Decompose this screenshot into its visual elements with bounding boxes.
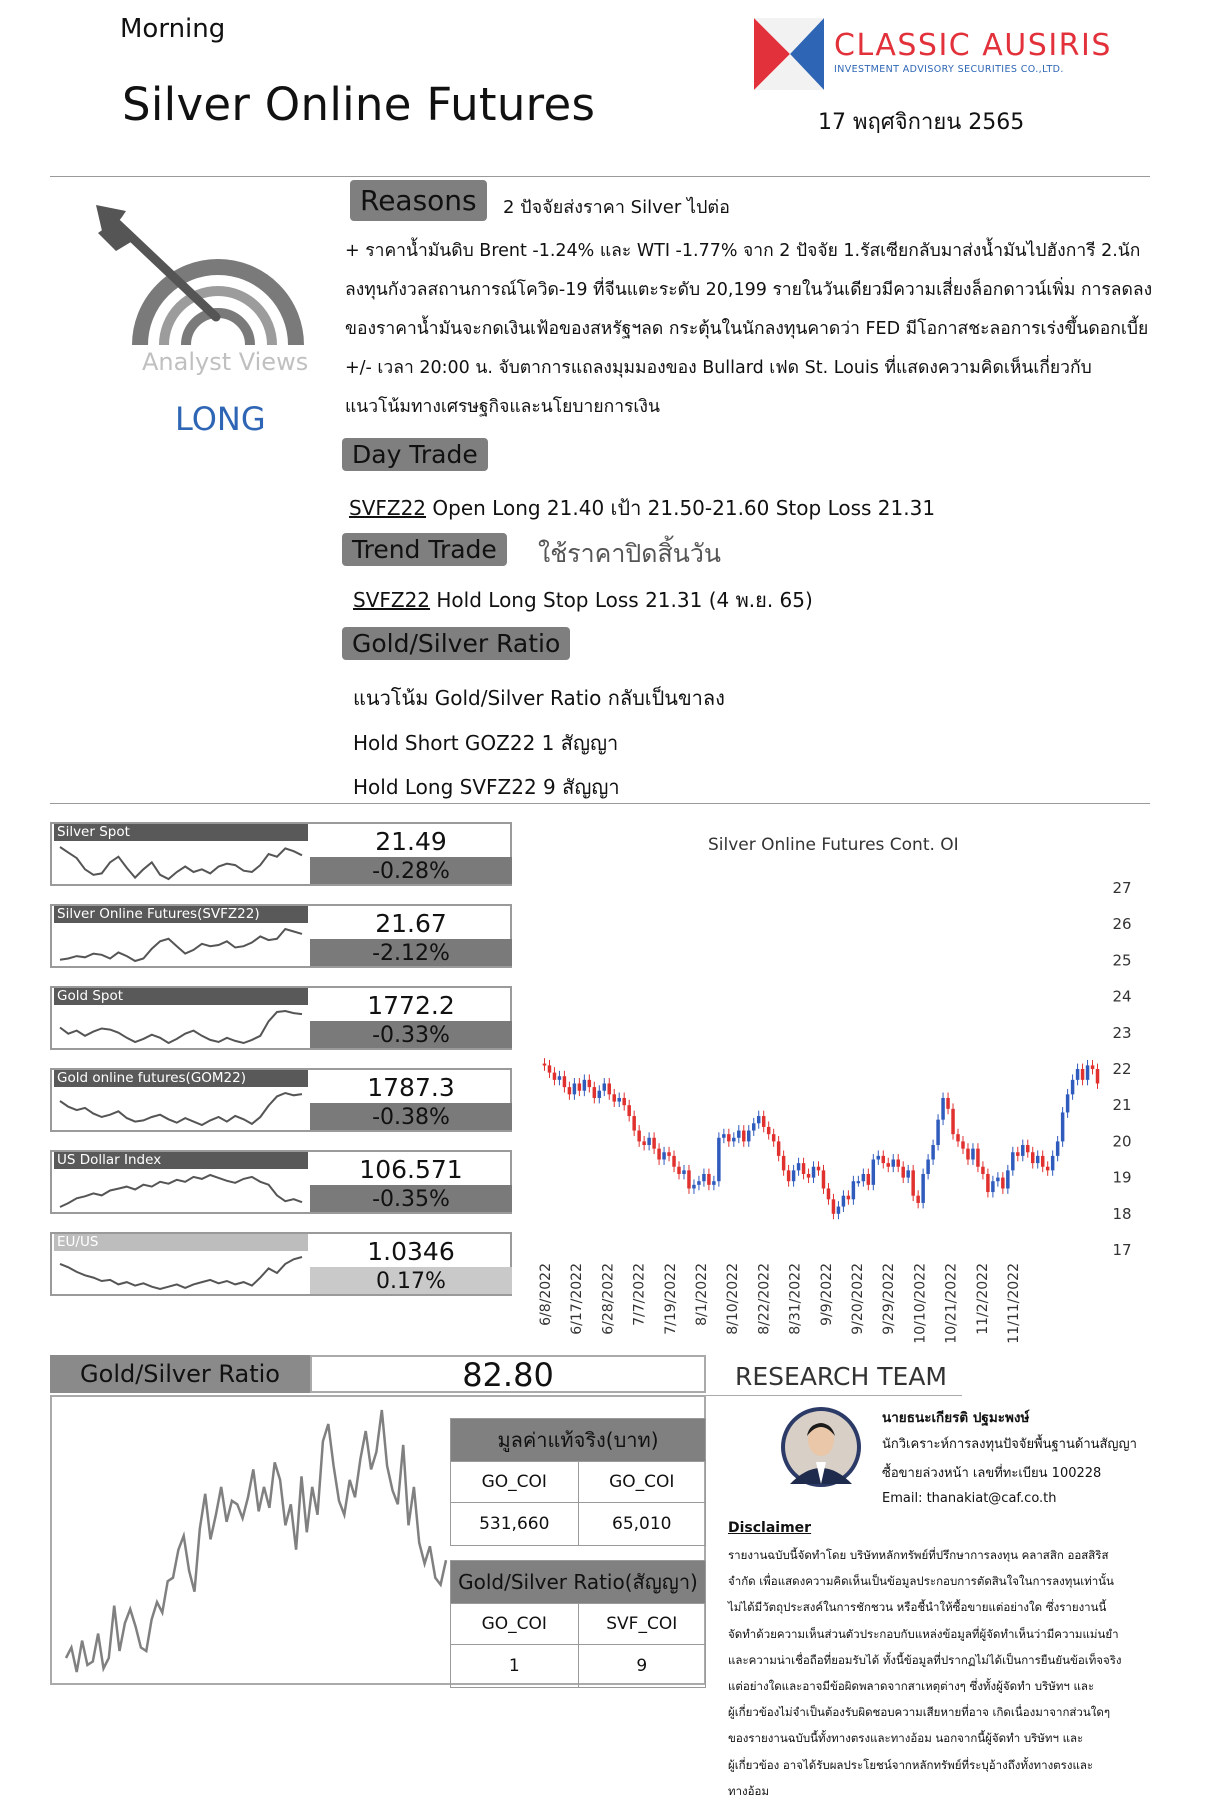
candle-down xyxy=(667,1152,670,1156)
x-tick-label: 9/9/2022 xyxy=(818,1263,835,1326)
candle-up xyxy=(1056,1141,1059,1155)
tile-change: -2.12% xyxy=(310,939,512,966)
tile-label: Gold Spot xyxy=(54,988,308,1005)
candle-down xyxy=(817,1167,820,1171)
candle-down xyxy=(563,1076,566,1087)
y-tick-label: 21 xyxy=(1112,1096,1132,1115)
candle-up xyxy=(852,1181,855,1199)
gs-ratio-note: Hold Long SVFZ22 9 สัญญา xyxy=(353,775,620,799)
candle-up xyxy=(906,1170,909,1177)
candle-down xyxy=(896,1160,899,1167)
tile-label: Gold online futures(GOM22) xyxy=(54,1070,308,1087)
candle-up xyxy=(996,1178,999,1182)
candle-down xyxy=(986,1174,989,1192)
reason-line: + ราคาน้ำมันดิบ Brent -1.24% และ WTI -1.77% จาก 2 ปัจจัย 1.รัสเซียกลับมาส่งน้ำมันไปฮังการี 2.นัก xyxy=(345,241,1141,261)
divider-top xyxy=(50,176,1150,177)
y-tick-label: 23 xyxy=(1112,1023,1132,1042)
candle-up xyxy=(747,1131,750,1142)
target-arrow-icon xyxy=(96,205,320,345)
tile-label: EU/US xyxy=(54,1234,308,1251)
ratio-contracts-cell: 9 xyxy=(578,1645,706,1688)
candle-up xyxy=(1011,1152,1014,1170)
candle-down xyxy=(578,1083,581,1090)
brand-name: CLASSIC AUSIRIS xyxy=(834,28,1112,63)
disclaimer-line: ผู้เกี่ยวข้องไม่จำเป็นต้องรับผิดชอบความเสียหายที่อาจ เกิดเนื่องมาจากส่วนใดๆ xyxy=(728,1705,1111,1720)
candle-down xyxy=(976,1149,979,1167)
trend-trade-note: ใช้ราคาปิดสิ้นวัน xyxy=(538,539,721,568)
sparkline-path xyxy=(60,1175,302,1207)
candle-up xyxy=(697,1181,700,1185)
candle-up xyxy=(692,1185,695,1189)
fair-value-header: GO_COI xyxy=(578,1462,706,1503)
reasons-text xyxy=(345,232,1205,427)
reason-line: ลงทุนกังวลสถานการณ์โควิด-19 ที่จีนแตะระดับ 20,199 รายในวันเดียวมีความเสี่ยงล็อกดาวน์เพิ่ม การลดลง xyxy=(345,280,1153,300)
candle-down xyxy=(847,1196,850,1200)
ratio-contracts-header: SVF_COI xyxy=(578,1604,706,1645)
candle-down xyxy=(622,1098,625,1105)
sparkline-path xyxy=(60,1257,302,1289)
candle-down xyxy=(911,1170,914,1195)
x-tick-label: 6/28/2022 xyxy=(600,1263,617,1335)
x-tick-label: 6/8/2022 xyxy=(538,1263,554,1326)
x-tick-label: 9/20/2022 xyxy=(850,1263,866,1335)
gs-ratio-note: Hold Short GOZ22 1 สัญญา xyxy=(353,730,619,755)
candle-up xyxy=(717,1138,720,1181)
tile-sparkline xyxy=(56,925,306,965)
candle-up xyxy=(682,1170,685,1174)
candle-down xyxy=(946,1098,949,1109)
x-tick-label: 8/22/2022 xyxy=(756,1263,773,1335)
market-tile xyxy=(50,1232,512,1296)
candle-down xyxy=(1041,1156,1044,1167)
x-tick-label: 11/2/2022 xyxy=(974,1263,991,1335)
candle-down xyxy=(966,1149,969,1160)
tile-sparkline xyxy=(56,1253,306,1293)
disclaimer-line: แต่อย่างใดและอาจมีข้อผิดพลาดจากสาเหตุต่างๆ ซึ่งทั้งผู้จัดทำ บริษัทฯ และ xyxy=(728,1679,1095,1694)
candle-up xyxy=(1066,1094,1069,1112)
gs-ratio-notes xyxy=(353,676,725,810)
candle-down xyxy=(762,1116,765,1127)
tile-label: Silver Online Futures(SVFZ22) xyxy=(54,906,308,923)
analyst-email: Email: thanakiat@caf.co.th xyxy=(882,1491,1057,1506)
candle-down xyxy=(777,1141,780,1155)
ratio-contracts-header: GO_COI xyxy=(451,1604,579,1645)
candle-down xyxy=(657,1149,660,1160)
candle-up xyxy=(842,1196,845,1207)
candle-down xyxy=(951,1109,954,1134)
day-trade-label: Day Trade xyxy=(342,438,488,471)
disclaimer-text xyxy=(728,1542,1198,1804)
candle-down xyxy=(677,1167,680,1174)
trend-trade-symbol: SVFZ22 xyxy=(353,588,431,612)
ratio-contracts-table xyxy=(450,1560,706,1688)
candle-down xyxy=(632,1116,635,1130)
analyst-role-line2: ซื้อขายล่วงหน้า เลขที่ทะเบียน 100228 xyxy=(882,1466,1102,1481)
tile-change: -0.35% xyxy=(310,1185,512,1212)
candle-up xyxy=(617,1098,620,1102)
reasons-headline: 2 ปัจจัยส่งราคา Silver ไปต่อ xyxy=(503,197,730,218)
candle-up xyxy=(857,1181,860,1183)
candle-up xyxy=(1076,1069,1079,1080)
analyst-role-line1: นักวิเคราะห์การลงทุนปัจจัยพื้นฐานด้านสัญญา xyxy=(882,1437,1137,1452)
candle-up xyxy=(926,1160,929,1174)
disclaimer-line: ผู้เกี่ยวข้อง อาจได้รับผลประโยชน์จากหลักทรัพย์ที่ระบุอ้างถึงทั้งทางตรงและ xyxy=(728,1757,1094,1772)
candle-up xyxy=(757,1116,760,1123)
candle-down xyxy=(956,1134,959,1141)
x-tick-label: 7/7/2022 xyxy=(631,1263,648,1326)
disclaimer-line: จำกัด เพื่อแสดงความคิดเห็นเป็นข้อมูลประกอบการตัดสินใจในการลงทุนเท่านั้น xyxy=(728,1574,1114,1589)
x-tick-label: 9/29/2022 xyxy=(881,1263,898,1335)
candle-down xyxy=(1026,1145,1029,1152)
tile-value: 106.571 xyxy=(359,1155,463,1184)
y-tick-label: 24 xyxy=(1112,987,1132,1006)
tile-change: -0.38% xyxy=(310,1103,512,1130)
candle-down xyxy=(637,1131,640,1142)
tile-change: -0.33% xyxy=(310,1021,512,1048)
session-label: Morning xyxy=(120,14,226,44)
market-tile xyxy=(50,822,512,886)
candle-down xyxy=(1091,1065,1094,1069)
candle-down xyxy=(772,1134,775,1141)
candle-up xyxy=(936,1120,939,1145)
candle-down xyxy=(687,1170,690,1188)
candle-up xyxy=(1036,1156,1039,1163)
y-tick-label: 26 xyxy=(1112,915,1132,934)
candle-up xyxy=(877,1156,880,1160)
candle-up xyxy=(752,1123,755,1130)
market-tile xyxy=(50,1150,512,1214)
candle-up xyxy=(573,1083,576,1094)
candle-down xyxy=(887,1163,890,1167)
trend-trade-plan xyxy=(353,584,813,616)
gs-ratio-value: 82.80 xyxy=(310,1355,706,1393)
tile-label: US Dollar Index xyxy=(54,1152,308,1169)
tile-label: Silver Spot xyxy=(54,824,308,841)
candle-down xyxy=(742,1131,745,1142)
x-tick-label: 7/19/2022 xyxy=(662,1263,679,1335)
trend-trade-text: Hold Long Stop Loss 21.31 (4 พ.ย. 65) xyxy=(430,588,813,612)
candle-up xyxy=(1086,1065,1089,1079)
page-title: Silver Online Futures xyxy=(122,78,596,131)
sparkline-path xyxy=(60,1011,302,1043)
candle-up xyxy=(941,1098,944,1120)
candle-down xyxy=(1046,1167,1049,1171)
candle-down xyxy=(612,1094,615,1101)
candle-down xyxy=(1016,1152,1019,1156)
y-tick-label: 18 xyxy=(1112,1204,1132,1223)
tile-value: 21.67 xyxy=(375,909,447,938)
day-trade-symbol: SVFZ22 xyxy=(349,496,427,520)
fair-value-title: มูลค่าแท้จริง(บาท) xyxy=(451,1419,706,1462)
sparkline-path xyxy=(60,1093,302,1125)
reasons-label: Reasons xyxy=(350,180,487,221)
candle-down xyxy=(767,1127,770,1134)
candle-down xyxy=(672,1156,675,1167)
tile-sparkline xyxy=(56,1007,306,1047)
candle-down xyxy=(543,1064,546,1066)
candle-down xyxy=(707,1174,710,1185)
gs-ratio-section-label: Gold/Silver Ratio xyxy=(342,627,570,660)
research-team-heading: RESEARCH TEAM xyxy=(735,1362,947,1391)
fair-value-cell: 65,010 xyxy=(578,1503,706,1546)
candle-down xyxy=(652,1138,655,1149)
sparkline-path xyxy=(60,929,302,961)
market-tile xyxy=(50,986,512,1050)
ratio-contracts-title: Gold/Silver Ratio(สัญญา) xyxy=(451,1561,706,1604)
candle-up xyxy=(812,1167,815,1178)
brand-subtitle: INVESTMENT ADVISORY SECURITIES CO.,LTD. xyxy=(834,64,1064,75)
x-tick-label: 8/10/2022 xyxy=(725,1263,742,1335)
chart-title: Silver Online Futures Cont. OI xyxy=(708,835,959,855)
divider-middle xyxy=(50,803,1150,804)
y-tick-label: 20 xyxy=(1112,1132,1132,1151)
candle-down xyxy=(916,1196,919,1203)
candle-down xyxy=(822,1170,825,1188)
candle-up xyxy=(891,1160,894,1167)
gs-ratio-line xyxy=(66,1410,446,1672)
x-tick-label: 6/17/2022 xyxy=(569,1263,586,1335)
candle-up xyxy=(991,1181,994,1192)
candle-up xyxy=(1006,1170,1009,1188)
candle-up xyxy=(662,1152,665,1159)
gs-ratio-line-chart xyxy=(62,1400,452,1682)
candle-up xyxy=(702,1174,705,1181)
disclaimer-line: ของรายงานฉบับนี้ทั้งทางตรงและทางอ้อม นอกจากนี้ผู้จัดทำ บริษัทฯ และ xyxy=(728,1731,1084,1746)
reason-line: แนวโน้มทางเศรษฐกิจและนโยบายการเงิน xyxy=(345,397,660,417)
candle-down xyxy=(882,1156,885,1163)
analyst-name: นายธนะเกียรติ ปฐมะพงษ์ xyxy=(882,1410,1030,1426)
analyst-views-caption: Analyst Views xyxy=(142,348,309,376)
market-tile xyxy=(50,904,512,968)
disclaimer-line: และความน่าเชื่อถือที่ยอมรับได้ ทั้งนี้ข้อมูลที่ปรากฏไม่ได้เป็นการยืนยันข้อเท็จจริง xyxy=(728,1652,1122,1667)
market-tile xyxy=(50,1068,512,1132)
x-tick-label: 10/21/2022 xyxy=(943,1263,960,1344)
tile-value: 21.49 xyxy=(375,827,447,856)
candle-up xyxy=(1021,1145,1024,1156)
candle-down xyxy=(642,1141,645,1145)
tile-value: 1.0346 xyxy=(367,1237,455,1266)
research-divider xyxy=(706,1395,962,1396)
candle-down xyxy=(787,1170,790,1181)
tile-sparkline xyxy=(56,843,306,883)
candle-down xyxy=(782,1156,785,1170)
disclaimer-line: ไม่ได้มีวัตถุประสงค์ในการชักชวน หรือชี้นำให้ซื้อขายแต่อย่างใด ซึ่งรายงานนี้ xyxy=(728,1600,1107,1615)
candle-down xyxy=(627,1105,630,1116)
candle-up xyxy=(797,1163,800,1170)
candle-up xyxy=(931,1145,934,1159)
tile-change: 0.17% xyxy=(310,1267,512,1294)
candle-down xyxy=(608,1083,611,1094)
candle-up xyxy=(862,1174,865,1181)
candle-up xyxy=(1071,1080,1074,1094)
candle-down xyxy=(568,1087,571,1094)
candle-up xyxy=(971,1149,974,1160)
candle-down xyxy=(802,1163,805,1174)
x-tick-label: 11/11/2022 xyxy=(1006,1263,1022,1344)
candle-down xyxy=(981,1167,984,1174)
candle-down xyxy=(553,1073,556,1080)
candle-up xyxy=(921,1174,924,1203)
ratio-contracts-cell: 1 xyxy=(451,1645,579,1688)
tile-change: -0.28% xyxy=(310,857,512,884)
candle-up xyxy=(732,1138,735,1142)
candle-down xyxy=(727,1134,730,1141)
candle-down xyxy=(548,1065,551,1072)
fair-value-header: GO_COI xyxy=(451,1462,579,1503)
candle-down xyxy=(1096,1069,1099,1083)
x-tick-label: 8/1/2022 xyxy=(694,1263,710,1326)
candle-down xyxy=(807,1174,810,1178)
x-tick-label: 10/10/2022 xyxy=(912,1263,929,1344)
candle-up xyxy=(737,1131,740,1138)
y-tick-label: 25 xyxy=(1112,951,1132,970)
tile-sparkline xyxy=(56,1089,306,1129)
disclaimer-line: ทางอ้อม xyxy=(728,1783,770,1798)
gs-ratio-note: แนวโน้ม Gold/Silver Ratio กลับเป็นขาลง xyxy=(353,686,725,710)
candle-down xyxy=(1001,1178,1004,1189)
candle-up xyxy=(603,1083,606,1090)
tile-value: 1772.2 xyxy=(367,991,455,1020)
company-logo-icon xyxy=(754,18,824,90)
candle-down xyxy=(961,1141,964,1148)
candle-up xyxy=(1051,1156,1054,1170)
disclaimer-heading: Disclaimer xyxy=(728,1520,812,1536)
day-trade-text: Open Long 21.40 เป้า 21.50-21.60 Stop Loss 21.31 xyxy=(426,496,936,520)
candle-up xyxy=(722,1134,725,1138)
candle-up xyxy=(583,1080,586,1091)
fair-value-cell: 531,660 xyxy=(451,1503,579,1546)
report-date: 17 พฤศจิกายน 2565 xyxy=(818,110,1025,135)
fair-value-table xyxy=(450,1418,706,1546)
candle-down xyxy=(1081,1069,1084,1080)
sparkline-path xyxy=(60,847,302,879)
x-tick-label: 8/31/2022 xyxy=(787,1263,804,1335)
y-tick-label: 22 xyxy=(1112,1060,1132,1078)
candle-down xyxy=(832,1199,835,1213)
candle-up xyxy=(647,1138,650,1145)
candle-up xyxy=(837,1207,840,1214)
analyst-view-signal: LONG xyxy=(175,400,266,438)
candle-up xyxy=(872,1160,875,1185)
tile-value: 1787.3 xyxy=(367,1073,455,1102)
candle-down xyxy=(867,1174,870,1185)
y-tick-label: 17 xyxy=(1112,1241,1132,1259)
day-trade-plan xyxy=(349,492,935,524)
candle-down xyxy=(1031,1152,1034,1163)
analyst-avatar xyxy=(780,1404,862,1490)
disclaimer-line: รายงานฉบับนี้จัดทำโดย บริษัทหลักทรัพย์ที่ปรึกษาการลงทุน คลาสสิก ออสสิริส xyxy=(728,1548,1109,1562)
candle-down xyxy=(901,1167,904,1178)
tile-sparkline xyxy=(56,1171,306,1211)
trend-trade-label: Trend Trade xyxy=(342,533,507,566)
y-tick-label: 19 xyxy=(1112,1168,1132,1187)
candle-down xyxy=(593,1087,596,1098)
candle-down xyxy=(827,1188,830,1199)
disclaimer-line: จัดทำด้วยความเห็นส่วนตัวประกอบกับแหล่งข้อมูลที่ผู้จัดทำเห็นว่ามีความแม่นยำ xyxy=(728,1626,1119,1641)
reason-line: +/- เวลา 20:00 น. จับตาการแถลงมุมมองของ Bullard เฟด St. Louis ที่แสดงความคิดเห็นเกี่ยวกับ xyxy=(345,358,1092,378)
candle-up xyxy=(712,1181,715,1185)
oi-candlestick-chart xyxy=(530,860,1150,1350)
y-tick-label: 27 xyxy=(1112,879,1132,897)
candle-up xyxy=(1061,1112,1064,1141)
candle-up xyxy=(792,1170,795,1181)
candle-up xyxy=(598,1091,601,1098)
gs-ratio-label: Gold/Silver Ratio xyxy=(50,1355,310,1393)
candle-up xyxy=(558,1076,561,1080)
candle-down xyxy=(588,1080,591,1087)
reason-line: ของราคาน้ำมันจะกดเงินเฟ้อของสหรัฐฯลด กระตุ้นในนักลงทุนคาดว่า FED มีโอกาสชะลอการเร่งขึ้นดอกเบี้ย xyxy=(345,319,1149,339)
